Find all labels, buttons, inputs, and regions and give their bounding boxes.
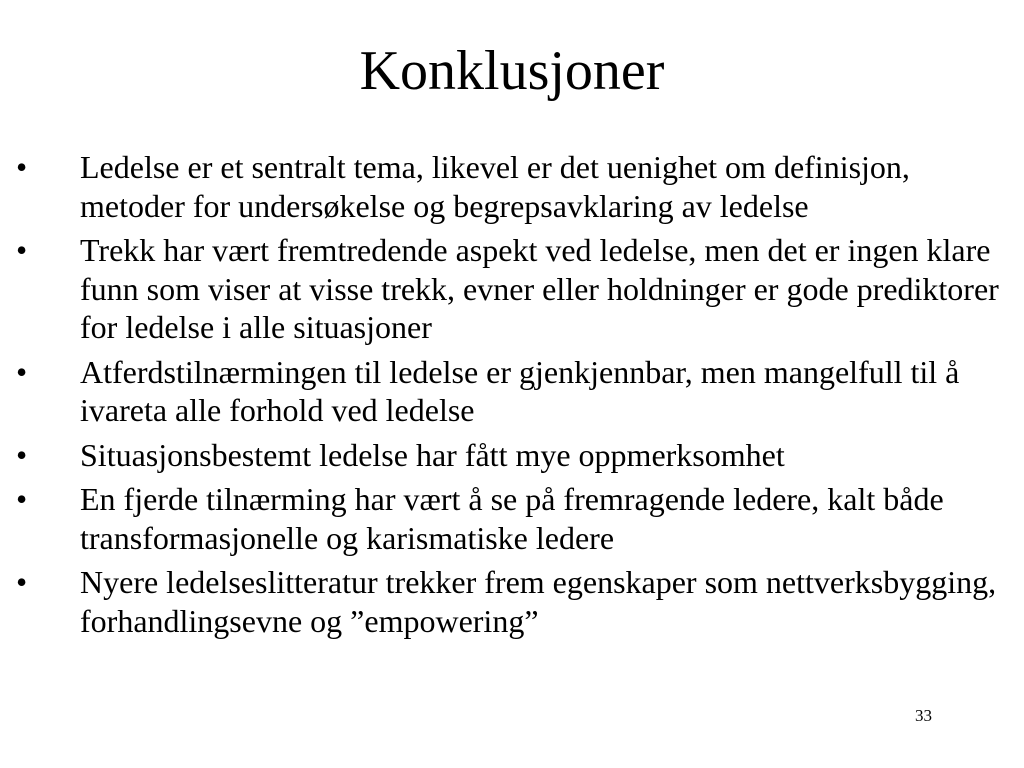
bullet-item: [0, 148, 1024, 225]
bullet-item: [0, 353, 1024, 430]
bullet-text: Atferdstilnærmingen til ledelse er gjenkjennbar, men mangelfull til å ivareta alle forhold ved ledelse: [80, 353, 960, 428]
bullet-text: Situasjonsbestemt ledelse har fått mye oppmerksomhet: [80, 436, 785, 473]
bullet-marker: •: [16, 436, 28, 473]
bullet-text: Trekk har vært fremtredende aspekt ved ledelse, men det er ingen klare funn som viser at visse trekk, evner eller holdninger er gode prediktorer for ledelse i alle situasjoner: [80, 232, 999, 345]
page-number: 33: [915, 706, 932, 725]
bullet-marker: •: [16, 149, 28, 185]
bullet-item: [0, 563, 1024, 640]
slide-title: Konklusjoner: [359, 40, 665, 102]
bullet-text: Ledelse er et sentralt tema, likevel er det uenighet om definisjon, metoder for undersøkelse og begrepsavklaring av ledelse: [80, 149, 910, 224]
bullet-text: En fjerde tilnærming har vært å se på fremragende ledere, kalt både transformasjonelle og karismatiske ledere: [80, 481, 944, 556]
bullet-item: [0, 436, 1024, 475]
bullet-marker: •: [16, 353, 28, 390]
bullet-item: [0, 231, 1024, 347]
bullet-marker: •: [16, 232, 28, 268]
bullet-marker: •: [16, 564, 28, 600]
bullet-item: [0, 480, 1024, 557]
bullet-text: Nyere ledelseslitteratur trekker frem egenskaper som nettverksbygging, forhandlingsevne og ”empowering”: [80, 564, 997, 639]
bullet-marker: •: [16, 481, 28, 517]
bullet-list: [0, 148, 1024, 646]
